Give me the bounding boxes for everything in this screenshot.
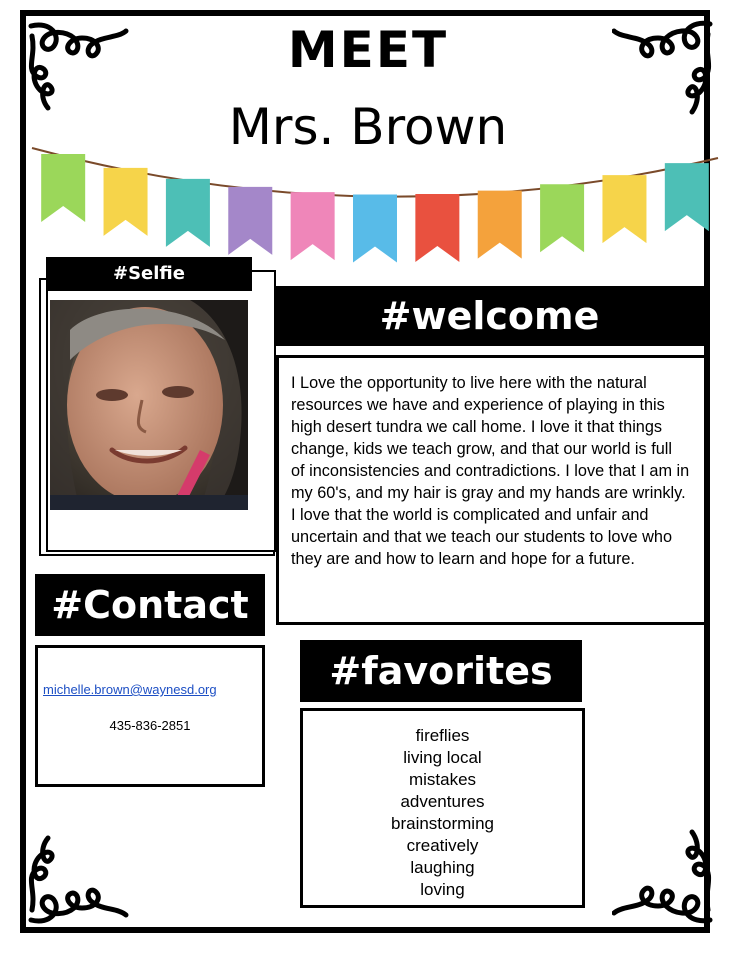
bunting-flag — [41, 154, 85, 222]
bunting-banner — [30, 140, 720, 275]
welcome-text-box — [276, 355, 707, 625]
bunting-flag — [665, 163, 709, 231]
favorite-item: brainstorming — [391, 814, 494, 833]
bunting-flag — [104, 168, 148, 236]
bunting-flag — [228, 187, 272, 255]
phone-number: 435-836-2851 — [109, 718, 191, 733]
favorite-item: loving — [420, 880, 465, 899]
swirl-decoration-bottom-right — [612, 826, 716, 930]
selfie-label: #Selfie — [46, 257, 252, 291]
bunting-flag — [602, 175, 646, 243]
favorite-item: adventures — [400, 792, 485, 811]
favorites-box — [300, 708, 585, 908]
favorite-item: living local — [403, 748, 482, 767]
favorite-item: mistakes — [408, 770, 477, 789]
bunting-flag — [353, 195, 397, 263]
welcome-text: I Love the opportunity to live here with the natural resources we have and experience of playing in this high desert tundra we call home. I love it that things change, kids we teach grow, and that our world is full of inconsistencies and contradictions. I love that I am in my 60's, and my hair is gray and my hands are wrinkly. I love that the world is complicated and unfair and uncertain and that we teach our students to love who they are and how to learn and hope for a future. — [291, 374, 690, 568]
page-title-name: Mrs. Brown — [228, 98, 508, 156]
welcome-label: #welcome — [274, 286, 705, 346]
bunting-flag — [415, 194, 459, 262]
favorite-item: laughing — [410, 858, 475, 877]
bunting-flag — [166, 179, 210, 247]
bunting-flag — [291, 192, 335, 260]
favorite-item: fireflies — [415, 726, 470, 745]
bunting-flag — [478, 191, 522, 259]
swirl-decoration-bottom-left — [26, 830, 136, 930]
page-title-meet: MEET — [287, 21, 449, 79]
favorites-label: #favorites — [300, 640, 582, 702]
contact-box — [35, 645, 265, 787]
favorites-list — [303, 711, 582, 901]
contact-label: #Contact — [35, 574, 265, 636]
email-link[interactable]: michelle.brown@waynesd.org — [43, 682, 217, 697]
teacher-photo — [50, 300, 248, 510]
bunting-flag — [540, 184, 584, 252]
favorite-item: creatively — [406, 836, 479, 855]
